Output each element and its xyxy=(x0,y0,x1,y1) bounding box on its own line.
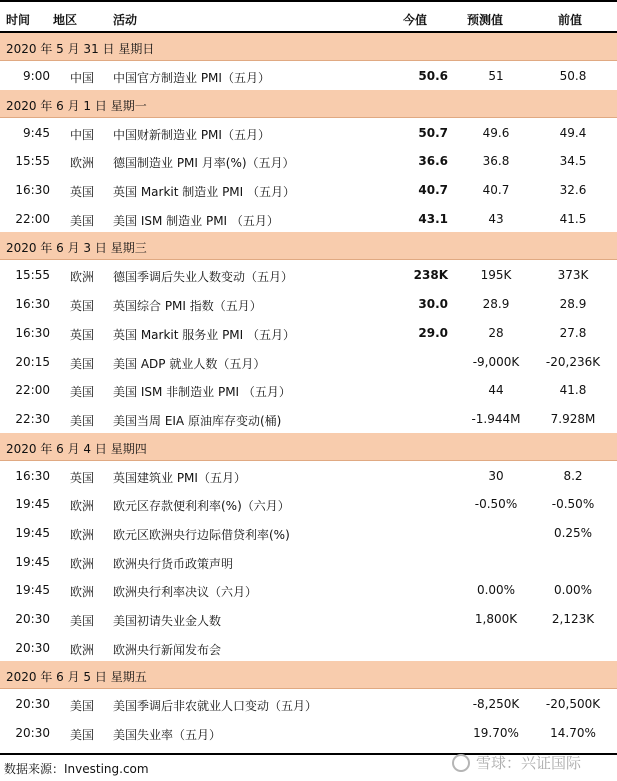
cell-previous: 27.8 xyxy=(559,325,587,340)
cell-current: 40.7 xyxy=(418,183,448,198)
table-row xyxy=(0,175,617,204)
cell-activity: 中国财新制造业 PMI（五月） xyxy=(113,127,270,142)
cell-region: 欧洲 xyxy=(70,556,95,571)
cell-previous: 8.2 xyxy=(563,468,583,483)
table-row xyxy=(0,289,617,318)
table-body xyxy=(0,33,617,747)
table-row xyxy=(0,489,617,518)
cell-previous: 2,123K xyxy=(551,612,595,626)
table-row xyxy=(0,61,617,90)
watermark xyxy=(452,752,581,773)
date-section-header xyxy=(0,33,617,61)
cell-region: 美国 xyxy=(70,385,95,400)
cell-previous: 7.928M xyxy=(550,411,596,426)
cell-current: 29.0 xyxy=(418,325,448,340)
cell-region: 美国 xyxy=(70,213,95,228)
section-date: 2020 年 5 月 31 日 星期日 xyxy=(6,42,155,56)
cell-activity: 欧元区存款便利利率(%)（六月） xyxy=(113,499,290,514)
cell-time: 16:30 xyxy=(15,468,50,483)
cell-forecast: 51 xyxy=(488,69,504,83)
cell-activity: 美国失业率（五月） xyxy=(113,728,222,743)
cell-region: 欧洲 xyxy=(70,585,95,600)
cell-region: 欧洲 xyxy=(70,499,95,514)
cell-activity: 美国 ISM 制造业 PMI （五月） xyxy=(113,213,279,228)
section-date: 2020 年 6 月 1 日 星期一 xyxy=(6,98,147,113)
cell-previous: 41.8 xyxy=(559,383,587,398)
table-row xyxy=(0,689,617,718)
header-current: 今值 xyxy=(403,13,428,27)
cell-time: 20:30 xyxy=(15,697,50,712)
cell-current: 43.1 xyxy=(418,211,448,226)
table-row xyxy=(0,118,617,147)
cell-current: 50.7 xyxy=(418,125,448,140)
cell-current: 238K xyxy=(413,268,448,283)
table-row xyxy=(0,404,617,433)
cell-region: 英国 xyxy=(70,327,95,342)
table-row xyxy=(0,575,617,604)
cell-time: 22:00 xyxy=(15,211,50,226)
cell-previous: 32.6 xyxy=(559,183,587,198)
cell-activity: 英国综合 PMI 指数（五月） xyxy=(113,299,262,314)
cell-activity: 中国官方制造业 PMI（五月） xyxy=(113,71,270,85)
cell-forecast: 30 xyxy=(488,468,504,483)
cell-region: 欧洲 xyxy=(70,527,95,542)
table-row xyxy=(0,461,617,490)
cell-previous: 34.5 xyxy=(559,154,587,169)
cell-activity: 美国 ADP 就业人数（五月） xyxy=(113,356,266,371)
cell-current: 30.0 xyxy=(418,297,448,312)
cell-region: 美国 xyxy=(70,699,95,714)
cell-region: 欧洲 xyxy=(70,270,95,285)
table-row xyxy=(0,260,617,289)
cell-time: 16:30 xyxy=(15,297,50,312)
header-time: 时间 xyxy=(6,13,31,27)
cell-forecast: 40.7 xyxy=(482,183,510,198)
cell-forecast: 43 xyxy=(488,211,504,226)
cell-activity: 欧洲央行利率决议（六月） xyxy=(113,585,258,600)
cell-time: 22:30 xyxy=(15,411,50,426)
watermark-text: 雪球：兴证国际 xyxy=(476,754,582,772)
cell-region: 中国 xyxy=(70,71,95,85)
cell-activity: 欧洲央行货币政策声明 xyxy=(113,556,234,571)
cell-forecast: -9,000K xyxy=(472,354,520,369)
cell-region: 英国 xyxy=(70,470,95,485)
cell-activity: 英国 Markit 制造业 PMI （五月） xyxy=(113,185,296,200)
cell-region: 英国 xyxy=(70,299,95,314)
cell-region: 欧洲 xyxy=(70,156,95,171)
source-note: 数据来源：Investing.com xyxy=(4,762,149,776)
cell-previous: 49.4 xyxy=(559,125,587,140)
table-row xyxy=(0,347,617,376)
cell-region: 美国 xyxy=(70,728,95,743)
cell-previous: 41.5 xyxy=(559,211,587,226)
cell-region: 美国 xyxy=(70,413,95,428)
section-date: 2020 年 6 月 3 日 星期三 xyxy=(6,241,147,256)
date-section-header xyxy=(0,90,617,118)
cell-activity: 英国 Markit 服务业 PMI （五月） xyxy=(113,327,296,342)
cell-activity: 欧元区欧洲央行边际借贷利率(%) xyxy=(113,527,290,542)
table-row xyxy=(0,547,617,576)
cell-current: 36.6 xyxy=(418,154,448,169)
table-row xyxy=(0,604,617,633)
header-region: 地区 xyxy=(53,13,78,27)
table-row xyxy=(0,146,617,175)
table-row xyxy=(0,633,617,662)
cell-region: 中国 xyxy=(70,127,95,142)
cell-forecast: 28.9 xyxy=(482,297,510,312)
cell-time: 9:45 xyxy=(23,125,50,140)
cell-previous: 373K xyxy=(557,268,589,283)
header-activity: 活动 xyxy=(113,13,138,27)
cell-current: 50.6 xyxy=(418,69,448,83)
cell-activity: 英国建筑业 PMI（五月） xyxy=(113,470,246,485)
header-forecast: 预测值 xyxy=(467,13,504,27)
cell-time: 20:30 xyxy=(15,726,50,741)
cell-previous: 50.8 xyxy=(559,69,587,83)
cell-previous: -20,500K xyxy=(545,697,601,712)
cell-time: 16:30 xyxy=(15,183,50,198)
cell-forecast: 0.00% xyxy=(476,583,516,598)
cell-forecast: -0.50% xyxy=(474,497,518,512)
cell-previous: 14.70% xyxy=(550,726,596,741)
cell-time: 19:45 xyxy=(15,497,50,512)
cell-time: 9:00 xyxy=(23,69,50,83)
table-header xyxy=(0,0,617,33)
cell-forecast: 19.70% xyxy=(473,726,519,741)
cell-time: 15:55 xyxy=(15,268,50,283)
cell-time: 22:00 xyxy=(15,383,50,398)
cell-activity: 德国季调后失业人数变动（五月） xyxy=(113,270,294,285)
cell-forecast: 28 xyxy=(488,325,504,340)
table-row xyxy=(0,375,617,404)
cell-time: 19:45 xyxy=(15,554,50,569)
cell-activity: 欧洲央行新闻发布会 xyxy=(113,642,222,657)
cell-activity: 美国当周 EIA 原油库存变动(桶) xyxy=(113,413,282,428)
cell-time: 19:45 xyxy=(15,525,50,540)
cell-forecast: -8,250K xyxy=(472,697,520,712)
cell-activity: 美国 ISM 非制造业 PMI （五月） xyxy=(113,385,291,400)
cell-forecast: 1,800K xyxy=(474,612,518,626)
section-date: 2020 年 6 月 4 日 星期四 xyxy=(6,441,147,456)
cell-region: 欧洲 xyxy=(70,642,95,657)
snowball-logo-icon xyxy=(452,754,470,772)
cell-time: 20:15 xyxy=(15,354,50,369)
cell-time: 20:30 xyxy=(15,612,50,626)
cell-activity: 德国制造业 PMI 月率(%)（五月） xyxy=(113,156,295,171)
cell-forecast: 44 xyxy=(488,383,504,398)
cell-region: 美国 xyxy=(70,614,95,628)
table-row xyxy=(0,318,617,347)
cell-activity: 美国季调后非农就业人口变动（五月） xyxy=(113,699,318,714)
table-row xyxy=(0,518,617,547)
section-date: 2020 年 6 月 5 日 星期五 xyxy=(6,670,147,685)
cell-activity: 美国初请失业金人数 xyxy=(113,614,222,628)
cell-time: 19:45 xyxy=(15,583,50,598)
date-section-header xyxy=(0,433,617,461)
cell-forecast: -1.944M xyxy=(471,411,521,426)
cell-region: 美国 xyxy=(70,356,95,371)
table-row xyxy=(0,204,617,233)
cell-previous: 28.9 xyxy=(559,297,587,312)
date-section-header xyxy=(0,232,617,260)
cell-previous: -0.50% xyxy=(551,497,595,512)
date-section-header xyxy=(0,661,617,689)
cell-region: 英国 xyxy=(70,185,95,200)
cell-forecast: 49.6 xyxy=(482,125,510,140)
cell-time: 16:30 xyxy=(15,325,50,340)
cell-forecast: 195K xyxy=(480,268,512,283)
cell-time: 15:55 xyxy=(15,154,50,169)
table-row xyxy=(0,718,617,747)
header-previous: 前值 xyxy=(558,13,583,27)
cell-time: 20:30 xyxy=(15,640,50,655)
cell-previous: 0.25% xyxy=(553,525,593,540)
cell-previous: -20,236K xyxy=(545,354,601,369)
cell-forecast: 36.8 xyxy=(482,154,510,169)
cell-previous: 0.00% xyxy=(553,583,593,598)
